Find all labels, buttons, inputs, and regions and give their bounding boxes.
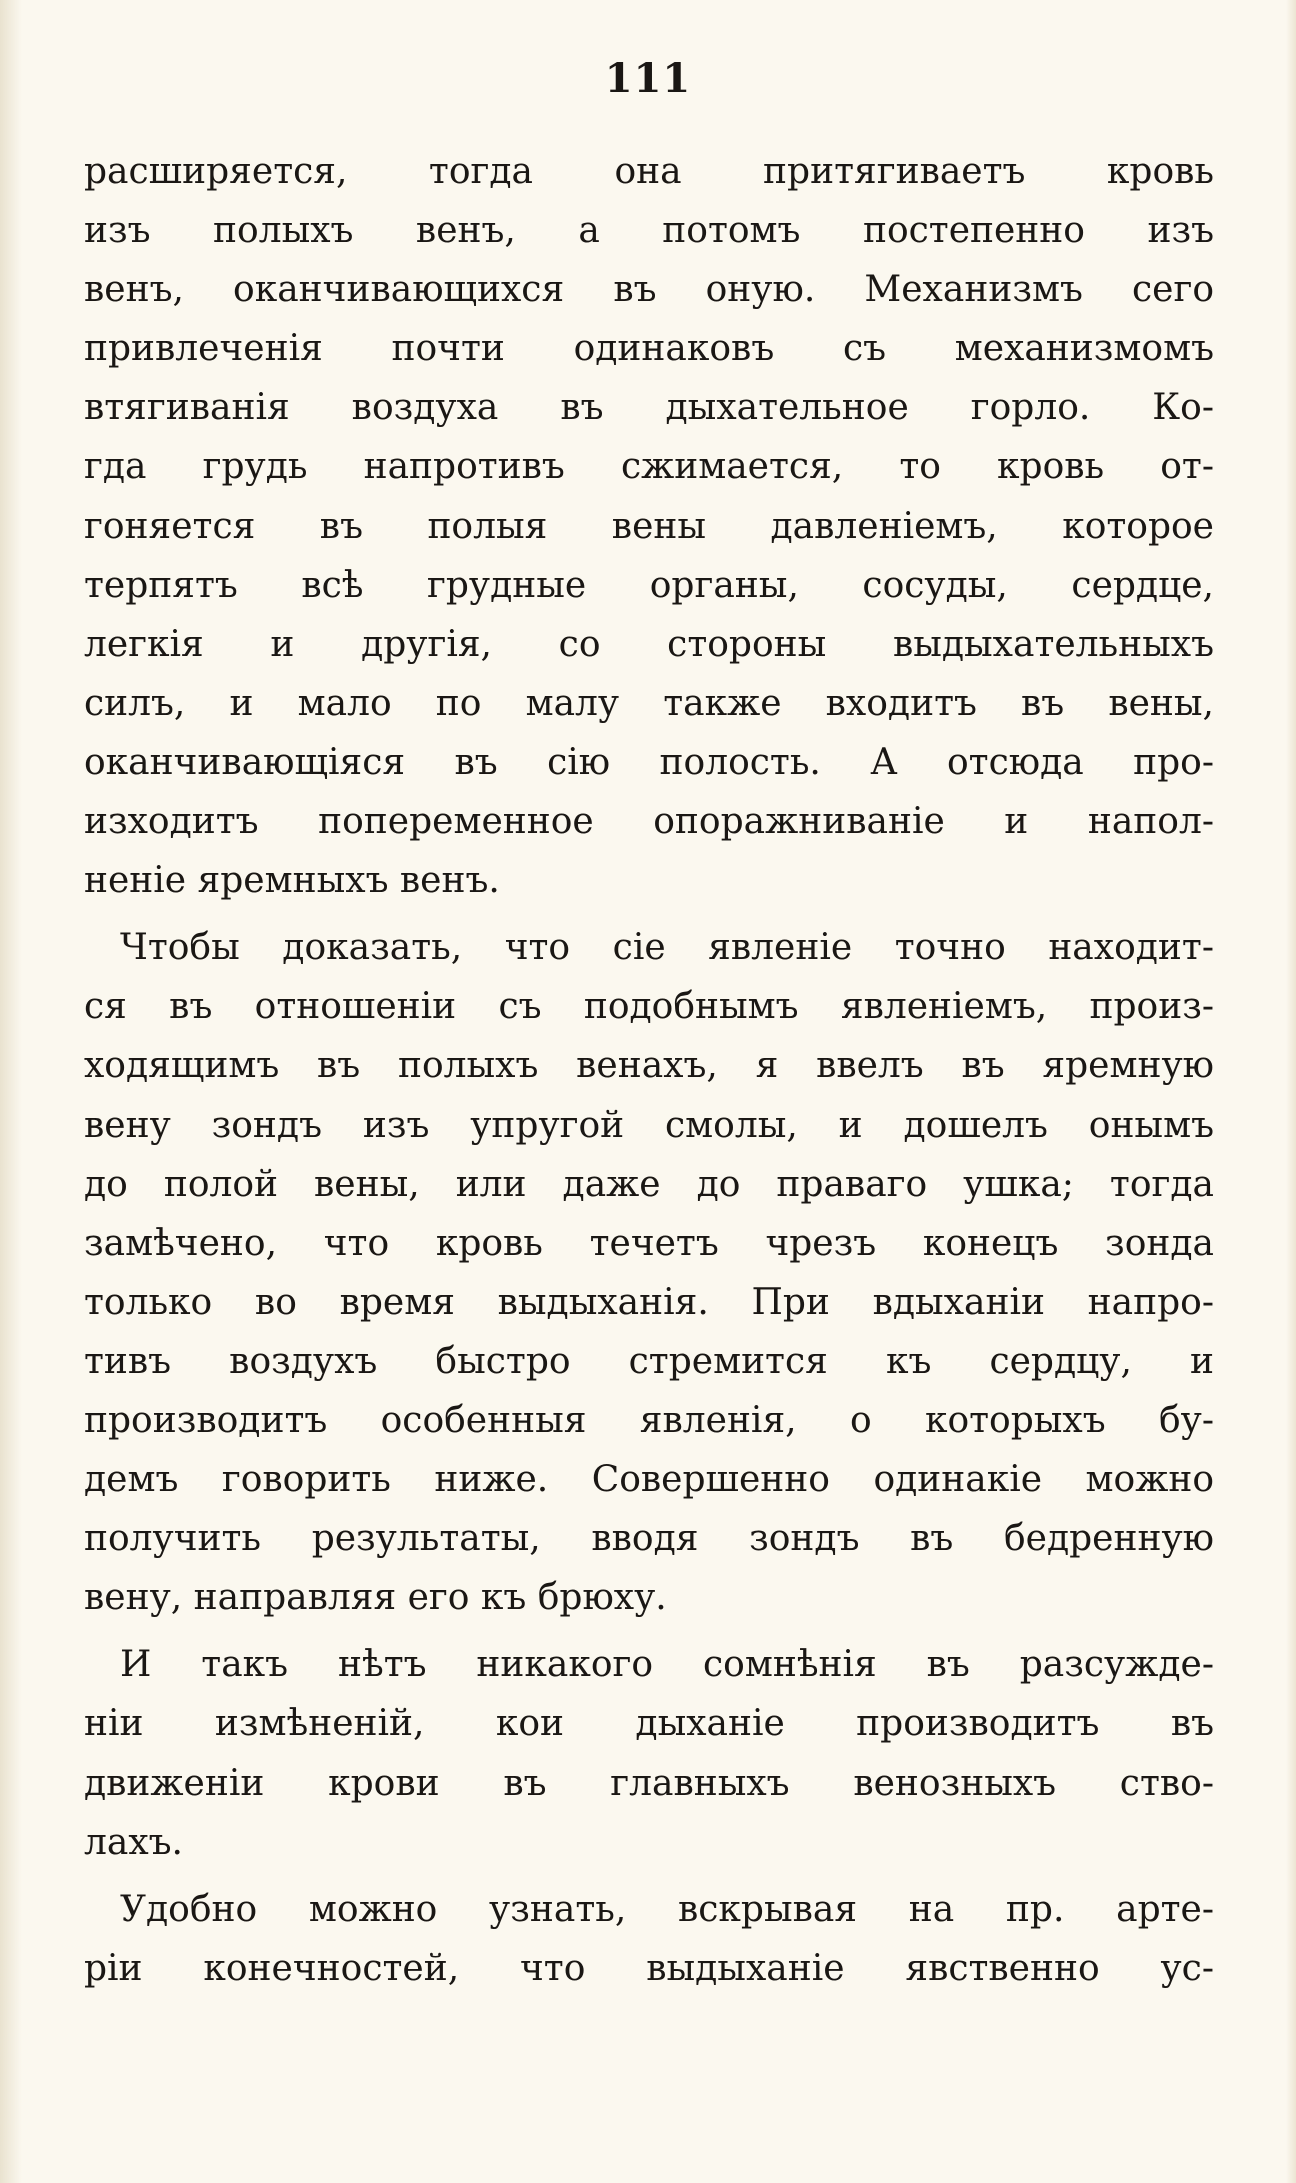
text-line: изходитъ попеременное опоражниваніе и напол-	[84, 801, 1214, 843]
text-line: гда грудь напротивъ сжимается, то кровь от-	[84, 446, 1214, 488]
text-line: ся въ отношеніи съ подобнымъ явленіемъ, произ-	[84, 986, 1214, 1028]
text-line: оканчивающіяся въ сію полость. А отсюда про-	[84, 741, 1214, 783]
text-line: тивъ воздухъ быстро стремится къ сердцу, и	[84, 1340, 1214, 1382]
text-line: силъ, и мало по малу также входитъ въ вены,	[84, 682, 1214, 724]
text-line: привлеченія почти одинаковъ съ механизмомъ	[84, 328, 1214, 370]
text-line: производитъ особенныя явленія, о которыхъ бу-	[84, 1399, 1214, 1441]
text-line: легкія и другія, со стороны выдыхательныхъ	[84, 623, 1214, 665]
text-line: изъ полыхъ венъ, а потомъ постепенно изъ	[84, 210, 1214, 252]
text-line: замѣчено, что кровь течетъ чрезъ конецъ зонда	[84, 1222, 1214, 1264]
text-line: вену, направляя его къ брюху.	[84, 1577, 667, 1619]
text-line: гоняется въ полыя вены давленіемъ, которое	[84, 505, 1214, 547]
text-line: неніе яремныхъ венъ.	[84, 860, 500, 902]
text-line: ходящимъ въ полыхъ венахъ, я ввелъ въ яремную	[84, 1045, 1214, 1087]
text-line: лахъ.	[84, 1821, 183, 1863]
text-line: только во время выдыханія. При вдыханіи напро-	[84, 1281, 1214, 1323]
text-line: вену зондъ изъ упругой смолы, и дошелъ онымъ	[84, 1104, 1214, 1146]
page-number: 111	[604, 55, 692, 102]
text-line: движеніи крови въ главныхъ венозныхъ ство-	[84, 1762, 1214, 1804]
text-line: венъ, оканчивающихся въ оную. Механизмъ сего	[84, 269, 1214, 311]
text-line: расширяется, тогда она притягиваетъ кровь	[84, 151, 1214, 192]
text-line: демъ говорить ниже. Совершенно одинакіе можно	[84, 1459, 1214, 1501]
text-line: Удобно можно узнать, вскрывая на пр. арте-	[120, 1888, 1214, 1930]
text-line: ніи измѣненій, кои дыханіе производитъ въ	[84, 1703, 1214, 1745]
text-line: ріи конечностей, что выдыханіе явственно ус-	[84, 1947, 1214, 1989]
text-line: до полой вены, или даже до праваго ушка; тогда	[84, 1163, 1214, 1205]
text-line: получить результаты, вводя зондъ въ бедренную	[84, 1518, 1214, 1560]
body-text	[84, 142, 1214, 1998]
text-line: терпятъ всѣ грудные органы, сосуды, сердце,	[84, 564, 1214, 606]
text-line: И такъ нѣтъ никакого сомнѣнія въ разсужде-	[120, 1644, 1214, 1686]
text-line: Чтобы доказать, что сіе явленіе точно находит-	[120, 927, 1214, 969]
text-line: втягиванія воздуха въ дыхательное горло. Ко-	[84, 387, 1214, 429]
